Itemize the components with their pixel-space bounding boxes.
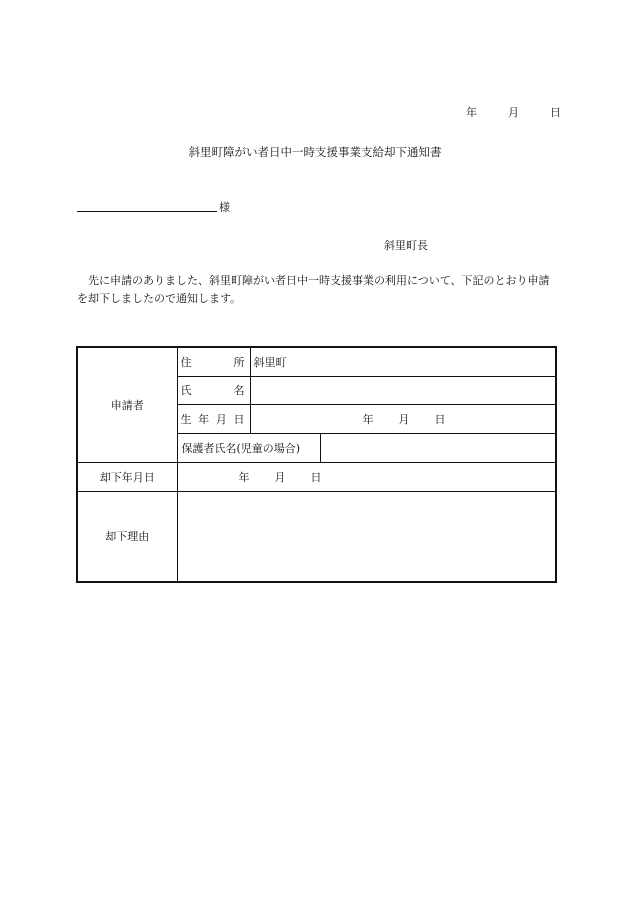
guardian-value xyxy=(320,433,556,462)
date-month: 月 xyxy=(508,106,519,119)
dob-label xyxy=(177,404,250,433)
date-line xyxy=(466,104,561,120)
address-value: 斜里町 xyxy=(250,347,556,376)
reject-reason-label: 却下理由 xyxy=(77,491,177,582)
dob-label-char: 生 xyxy=(180,412,192,426)
reject-reason-value xyxy=(177,491,556,582)
name-label xyxy=(177,376,250,404)
dob-day: 日 xyxy=(434,412,446,426)
dob-month: 月 xyxy=(398,412,410,426)
dob-year: 年 xyxy=(362,412,374,426)
applicant-label: 申請者 xyxy=(77,347,177,462)
name-label-char: 氏 xyxy=(180,384,192,397)
date-day: 日 xyxy=(550,106,561,119)
reject-date-month: 月 xyxy=(274,470,286,484)
dob-label-char: 日 xyxy=(233,412,245,426)
row-reject-reason xyxy=(77,491,556,582)
row-address xyxy=(77,347,556,376)
name-label-char: 名 xyxy=(233,384,245,397)
notice-form-table xyxy=(76,346,557,583)
reject-date-day: 日 xyxy=(310,470,322,484)
address-label-char: 住 xyxy=(180,355,192,369)
dob-value xyxy=(250,404,556,433)
addressee-suffix: 様 xyxy=(219,201,230,214)
issuer: 斜里町長 xyxy=(384,239,428,252)
reject-date-year: 年 xyxy=(238,470,250,484)
guardian-label: 保護者氏名(児童の場合) xyxy=(177,433,320,462)
dob-label-char: 年 xyxy=(198,412,210,426)
address-label xyxy=(177,347,250,376)
row-reject-date xyxy=(77,462,556,491)
dob-label-char: 月 xyxy=(215,412,227,426)
reject-date-label: 却下年月日 xyxy=(77,462,177,491)
reject-date-value xyxy=(177,462,556,491)
date-year: 年 xyxy=(466,106,477,119)
document-title: 斜里町障がい者日中一時支援事業支給却下通知書 xyxy=(188,145,442,159)
body-text: 先に申請のありました、斜里町障がい者日中一時支援事業の利用について、下記のとおり申請を却下しましたので通知します。 xyxy=(77,274,550,305)
name-value xyxy=(250,376,556,404)
address-label-char: 所 xyxy=(233,355,245,369)
addressee-blank-line xyxy=(77,211,217,212)
